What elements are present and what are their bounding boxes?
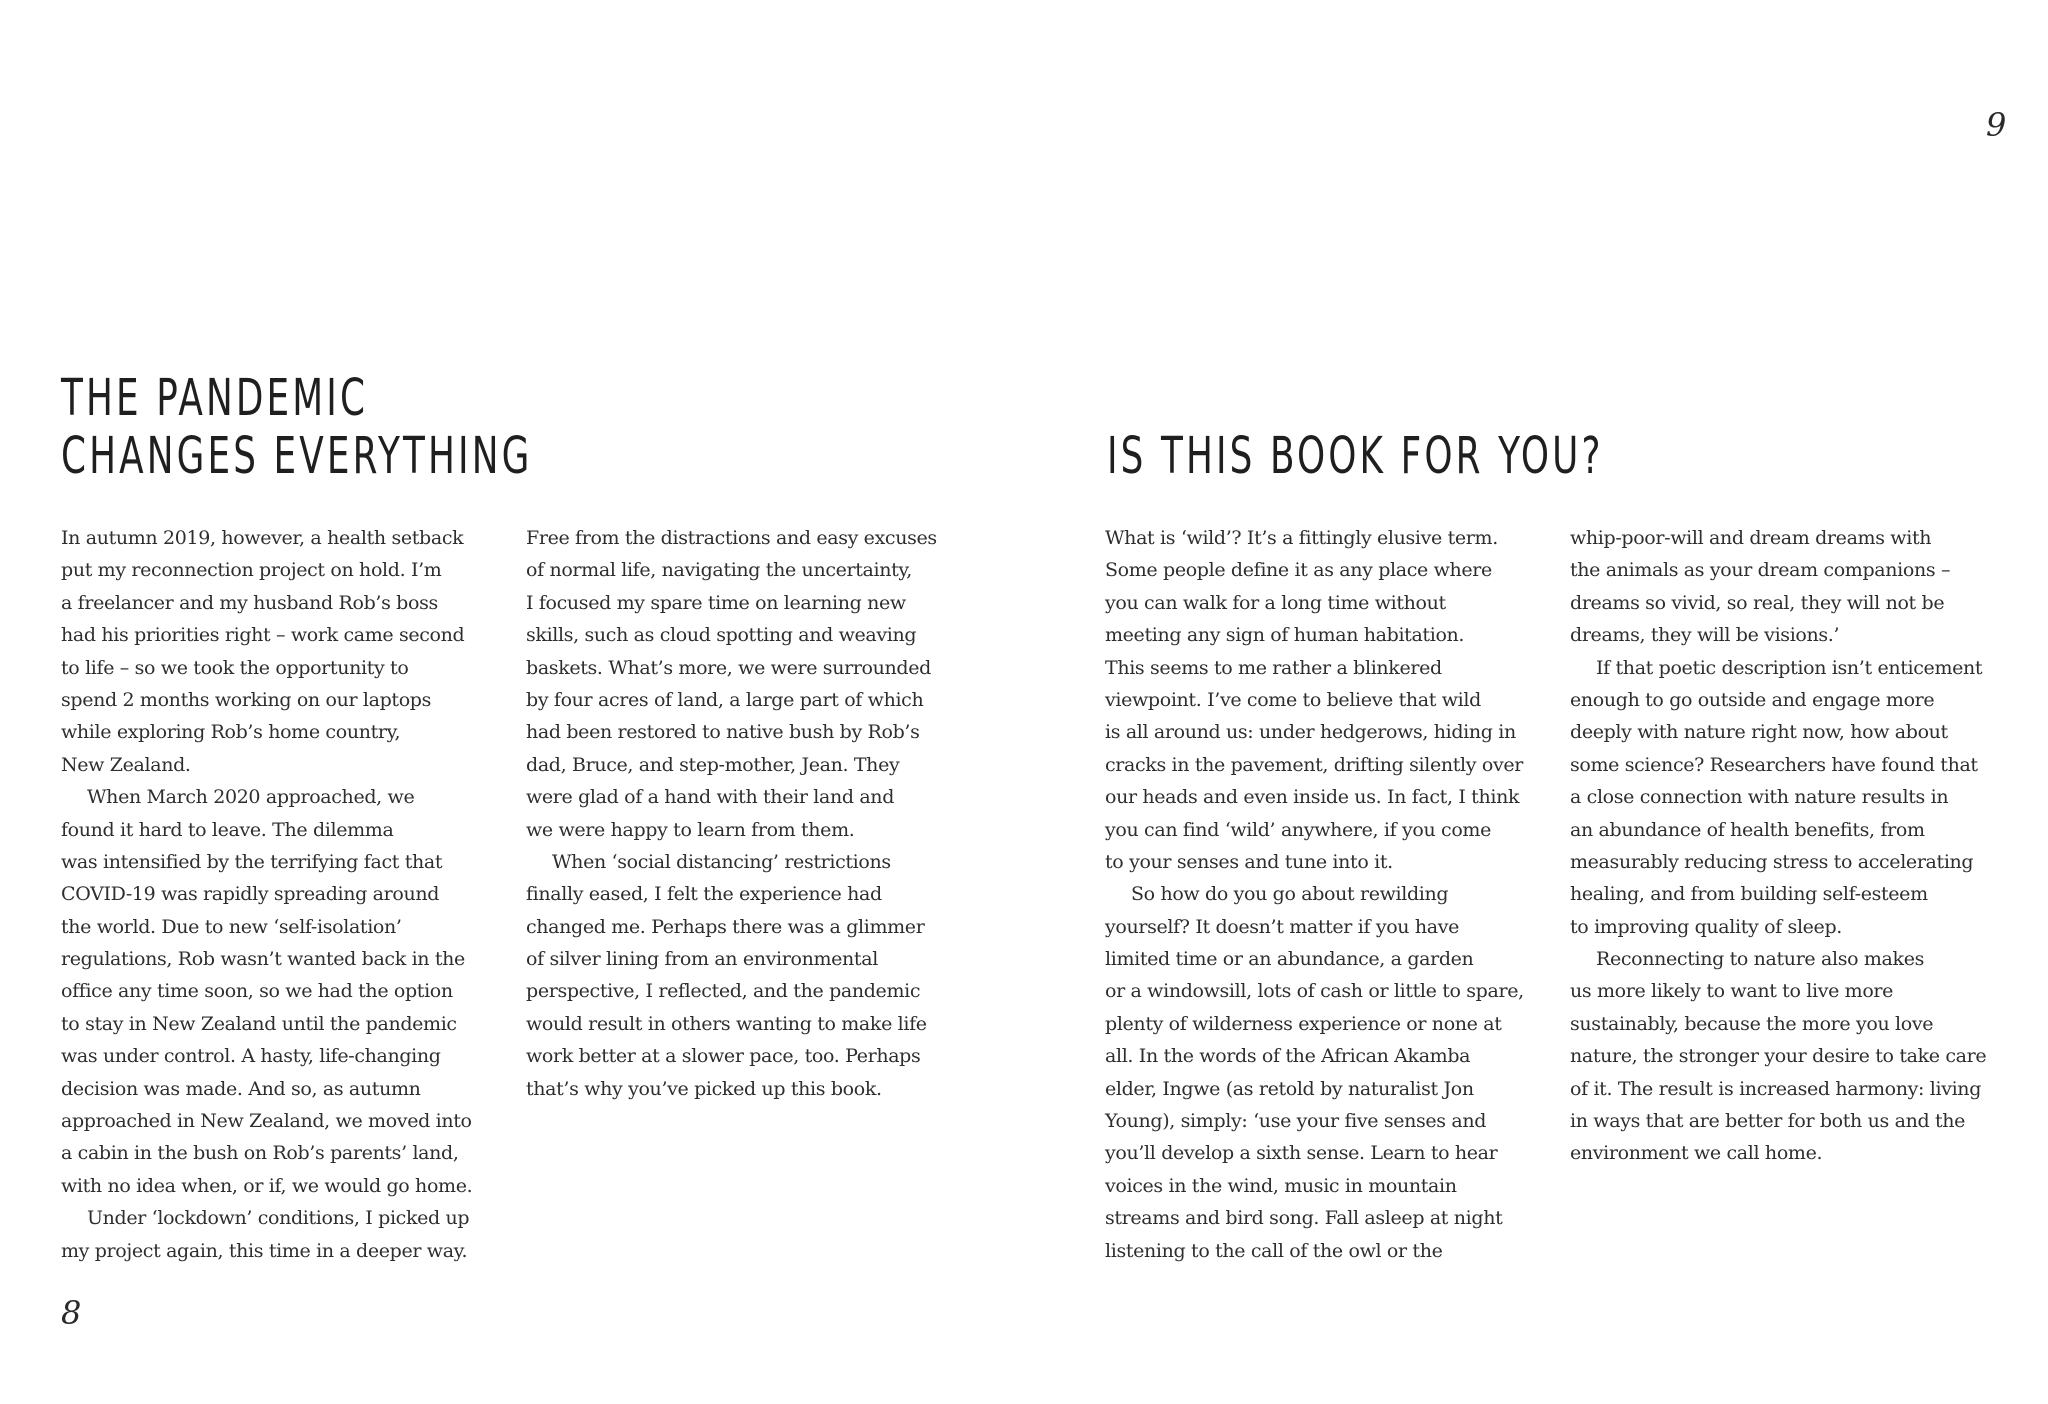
text-line: plenty of wilderness experience or none at xyxy=(1105,1012,1502,1035)
text-line: whip-poor-will and dream dreams with xyxy=(1570,527,1932,549)
text-line: would result in others wanting to make life xyxy=(526,1012,927,1035)
text-line: listening to the call of the owl or the xyxy=(1105,1239,1443,1262)
text-line: enough to go outside and engage more xyxy=(1570,688,1935,711)
text-line: work better at a slower pace, too. Perhaps xyxy=(526,1045,921,1068)
text-line: COVID-19 was rapidly spreading around xyxy=(61,883,440,906)
left-page-number: 8 xyxy=(61,1294,82,1332)
left-page-heading xyxy=(61,370,532,486)
text-line: our heads and even inside us. In fact, I think xyxy=(1105,786,1520,809)
text-line: healing, and from building self-esteem xyxy=(1570,883,1928,906)
text-line: of it. The result is increased harmony: living xyxy=(1570,1077,1982,1100)
text-line: finally eased, I felt the experience had xyxy=(526,883,882,906)
text-line: found it hard to leave. The dilemma xyxy=(61,818,394,841)
text-line: What is ‘wild’? It’s a fittingly elusive term. xyxy=(1105,527,1498,549)
text-line: that’s why you’ve picked up this book. xyxy=(526,1077,882,1100)
text-line: streams and bird song. Fall asleep at night xyxy=(1105,1207,1503,1230)
text-line: dad, Bruce, and step-mother, Jean. They xyxy=(526,753,900,776)
text-line: In autumn 2019, however, a health setback xyxy=(61,527,464,549)
text-line: office any time soon, so we had the option xyxy=(61,980,453,1003)
right-page-column-2 xyxy=(1570,522,2010,1170)
text-line: a freelancer and my husband Rob’s boss xyxy=(61,591,438,614)
text-line: When March 2020 approached, we xyxy=(87,786,415,809)
text-line: limited time or an abundance, a garden xyxy=(1105,948,1474,971)
text-line: If that poetic description isn’t enticement xyxy=(1596,656,1983,679)
text-line: you can walk for a long time without xyxy=(1105,591,1446,614)
text-line: decision was made. And so, as autumn xyxy=(61,1077,421,1100)
right-page-heading xyxy=(1107,428,1604,486)
left-page-column-2 xyxy=(526,522,966,1105)
text-line: was under control. A hasty, life-changing xyxy=(61,1045,441,1068)
left-page-column-1 xyxy=(61,522,501,1267)
text-line: my project again, this time in a deeper way. xyxy=(61,1239,468,1262)
text-line: dreams so vivid, so real, they will not be xyxy=(1570,591,1945,614)
text-line: So how do you go about rewilding xyxy=(1131,883,1449,906)
text-line: is all around us: under hedgerows, hiding in xyxy=(1105,721,1516,744)
right-page-number: 9 xyxy=(1986,106,2007,144)
text-line: When ‘social distancing’ restrictions xyxy=(552,850,891,873)
text-line: the world. Due to new ‘self-isolation’ xyxy=(61,915,402,938)
text-line: with no idea when, or if, we would go home. xyxy=(61,1174,473,1197)
text-line: changed me. Perhaps there was a glimmer xyxy=(526,915,925,938)
text-line: Reconnecting to nature also makes xyxy=(1596,948,1924,971)
text-line: perspective, I reflected, and the pandemic xyxy=(526,980,921,1003)
text-line: you can find ‘wild’ anywhere, if you come xyxy=(1105,818,1491,841)
text-line: a cabin in the bush on Rob’s parents’ land, xyxy=(61,1142,459,1165)
text-line: while exploring Rob’s home country, xyxy=(61,721,401,744)
text-line: elder, Ingwe (as retold by naturalist Jon xyxy=(1105,1077,1474,1100)
text-line: New Zealand. xyxy=(61,753,191,776)
text-line: a close connection with nature results in xyxy=(1570,786,1949,809)
text-line: This seems to me rather a blinkered xyxy=(1105,656,1442,679)
text-line: measurably reducing stress to accelerating xyxy=(1570,850,1974,873)
text-line: meeting any sign of human habitation. xyxy=(1105,624,1465,647)
text-line: to stay in New Zealand until the pandemic xyxy=(61,1012,457,1035)
text-line: cracks in the pavement, drifting silently over xyxy=(1105,753,1523,776)
text-line: of silver lining from an environmental xyxy=(526,948,878,971)
text-line: the animals as your dream companions – xyxy=(1570,559,1951,582)
text-line: you’ll develop a sixth sense. Learn to hear xyxy=(1105,1142,1498,1165)
text-line: nature, the stronger your desire to take care xyxy=(1570,1045,1987,1068)
heading-line: THE PANDEMIC xyxy=(61,369,369,428)
text-line: had been restored to native bush by Rob’s xyxy=(526,721,920,744)
text-line: Free from the distractions and easy excuses xyxy=(526,527,937,549)
text-line: Young), simply: ‘use your five senses and xyxy=(1105,1110,1487,1133)
text-line: dreams, they will be visions.’ xyxy=(1570,624,1840,647)
text-line: viewpoint. I’ve come to believe that wild xyxy=(1105,688,1481,711)
text-line: Some people define it as any place where xyxy=(1105,559,1492,582)
text-line: we were happy to learn from them. xyxy=(526,818,855,841)
heading-line: IS THIS BOOK FOR YOU? xyxy=(1107,427,1604,486)
text-line: were glad of a hand with their land and xyxy=(526,786,895,809)
text-line: us more likely to want to live more xyxy=(1570,980,1894,1003)
text-line: baskets. What’s more, we were surrounded xyxy=(526,656,931,679)
text-line: sustainably, because the more you love xyxy=(1570,1012,1934,1035)
text-line: approached in New Zealand, we moved into xyxy=(61,1110,472,1133)
text-line: skills, such as cloud spotting and weaving xyxy=(526,624,917,647)
text-line: to improving quality of sleep. xyxy=(1570,915,1842,938)
right-page-column-1 xyxy=(1105,522,1545,1267)
text-line: or a windowsill, lots of cash or little to spare, xyxy=(1105,980,1524,1003)
text-line: spend 2 months working on our laptops xyxy=(61,688,432,711)
text-line: put my reconnection project on hold. I’m xyxy=(61,559,442,582)
text-line: I focused my spare time on learning new xyxy=(526,591,906,614)
text-line: voices in the wind, music in mountain xyxy=(1105,1174,1457,1197)
text-line: environment we call home. xyxy=(1570,1142,1823,1165)
text-line: in ways that are better for both us and the xyxy=(1570,1110,1966,1133)
text-line: by four acres of land, a large part of which xyxy=(526,688,924,711)
text-line: to life – so we took the opportunity to xyxy=(61,656,409,679)
text-line: to your senses and tune into it. xyxy=(1105,850,1393,873)
text-line: of normal life, navigating the uncertainty, xyxy=(526,559,912,582)
text-line: yourself? It doesn’t matter if you have xyxy=(1105,915,1460,938)
text-line: had his priorities right – work came second xyxy=(61,624,465,647)
heading-line: CHANGES EVERYTHING xyxy=(61,427,533,486)
text-line: was intensified by the terrifying fact that xyxy=(61,850,443,873)
text-line: some science? Researchers have found that xyxy=(1570,753,1978,776)
text-line: Under ‘lockdown’ conditions, I picked up xyxy=(87,1207,470,1230)
text-line: an abundance of health benefits, from xyxy=(1570,818,1925,841)
text-line: regulations, Rob wasn’t wanted back in the xyxy=(61,948,465,971)
text-line: all. In the words of the African Akamba xyxy=(1105,1045,1471,1068)
text-line: deeply with nature right now, how about xyxy=(1570,721,1948,744)
